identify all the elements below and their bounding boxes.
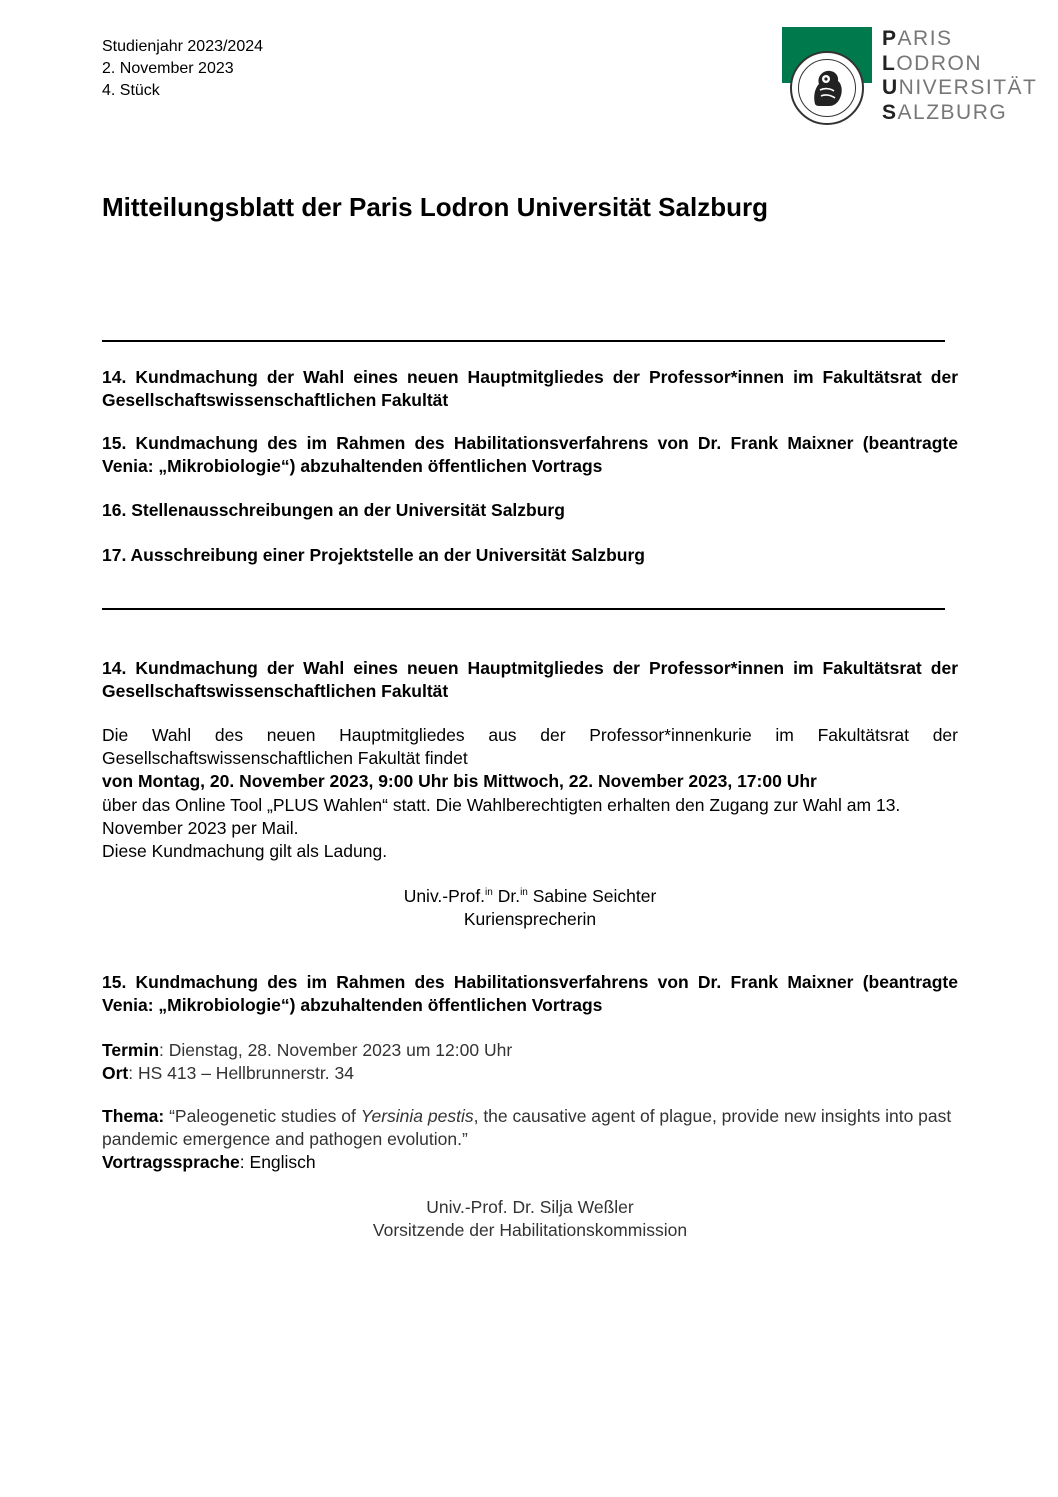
section-14-heading: 14. Kundmachung der Wahl eines neuen Hauptmitgliedes der Professor*innen im Fakultätsrat der Gesellschaftswissenschaftlichen Fakultät bbox=[102, 658, 958, 701]
termin-line: Termin: Dienstag, 28. November 2023 um 12:00 Uhr bbox=[102, 1040, 513, 1060]
sprache-line: Vortragssprache: Englisch bbox=[102, 1152, 316, 1173]
election-period: von Montag, 20. November 2023, 9:00 Uhr bis Mittwoch, 22. November 2023, 17:00 Uhr bbox=[102, 771, 817, 792]
section-15-signature bbox=[102, 1196, 958, 1242]
signature-name: Univ.-Prof. Dr. Silja Weßler bbox=[426, 1197, 634, 1217]
divider bbox=[102, 340, 945, 342]
document-meta bbox=[102, 36, 263, 102]
signature-role: Vorsitzende der Habilitationskommission bbox=[372, 1220, 688, 1240]
section-14-body bbox=[102, 724, 958, 863]
issue-number: 4. Stück bbox=[102, 82, 160, 99]
toc-item-16: 16. Stellenausschreibungen an der Universität Salzburg bbox=[102, 500, 565, 520]
thema-line: Thema: “Paleogenetic studies of Yersinia pestis, the causative agent of plague, provide new insights into past pandemic emergence and pathogen evolution.” bbox=[102, 1106, 952, 1150]
section-14-closing: Diese Kundmachung gilt als Ladung. bbox=[102, 841, 388, 862]
section-15-heading: 15. Kundmachung des im Rahmen des Habilitationsverfahrens von Dr. Frank Maixner (beantragte Venia: „Mikrobiologie“) abzuhaltenden öffentlichen Vortrags bbox=[102, 972, 958, 1015]
section-14-intro: Die Wahl des neuen Hauptmitgliedes aus der Professor*innenkurie im Fakultätsrat der Gesellschaftswissenschaftlichen Fakultät findet bbox=[102, 725, 958, 769]
logo-wordmark: PARIS LODRON UNIVERSITÄT SALZBURG bbox=[882, 27, 1038, 124]
toc-item-14: 14. Kundmachung der Wahl eines neuen Hauptmitgliedes der Professor*innen im Fakultätsrat der Gesellschaftswissenschaftlichen Fakultät bbox=[102, 367, 958, 410]
section-15-details bbox=[102, 1039, 958, 1085]
toc-item-15: 15. Kundmachung des im Rahmen des Habilitationsverfahrens von Dr. Frank Maixner (beantragte Venia: „Mikrobiologie“) abzuhaltenden öffentlichen Vortrags bbox=[102, 433, 958, 476]
lion-seal-icon bbox=[790, 51, 864, 125]
ort-line: Ort: HS 413 – Hellbrunnerstr. 34 bbox=[102, 1063, 354, 1084]
section-15-topic bbox=[102, 1105, 958, 1175]
divider bbox=[102, 608, 945, 610]
university-logo bbox=[782, 27, 1038, 127]
study-year: Studienjahr 2023/2024 bbox=[102, 38, 264, 55]
signature-role: Kuriensprecherin bbox=[463, 908, 597, 929]
section-14-signature bbox=[102, 881, 958, 931]
issue-date: 2. November 2023 bbox=[102, 60, 234, 77]
section-14-details: über das Online Tool „PLUS Wahlen“ statt. Die Wahlberechtigten erhalten den Zugang zur Wahl am 13. November 2023 per Mail. bbox=[102, 794, 901, 838]
page-title: Mitteilungsblatt der Paris Lodron Universität Salzburg bbox=[102, 192, 768, 222]
toc-item-17: 17. Ausschreibung einer Projektstelle an der Universität Salzburg bbox=[102, 545, 645, 565]
signature-name: Univ.-Prof.$^{in}$ Dr.$^{in}$ Sabine Seichter bbox=[403, 885, 657, 906]
